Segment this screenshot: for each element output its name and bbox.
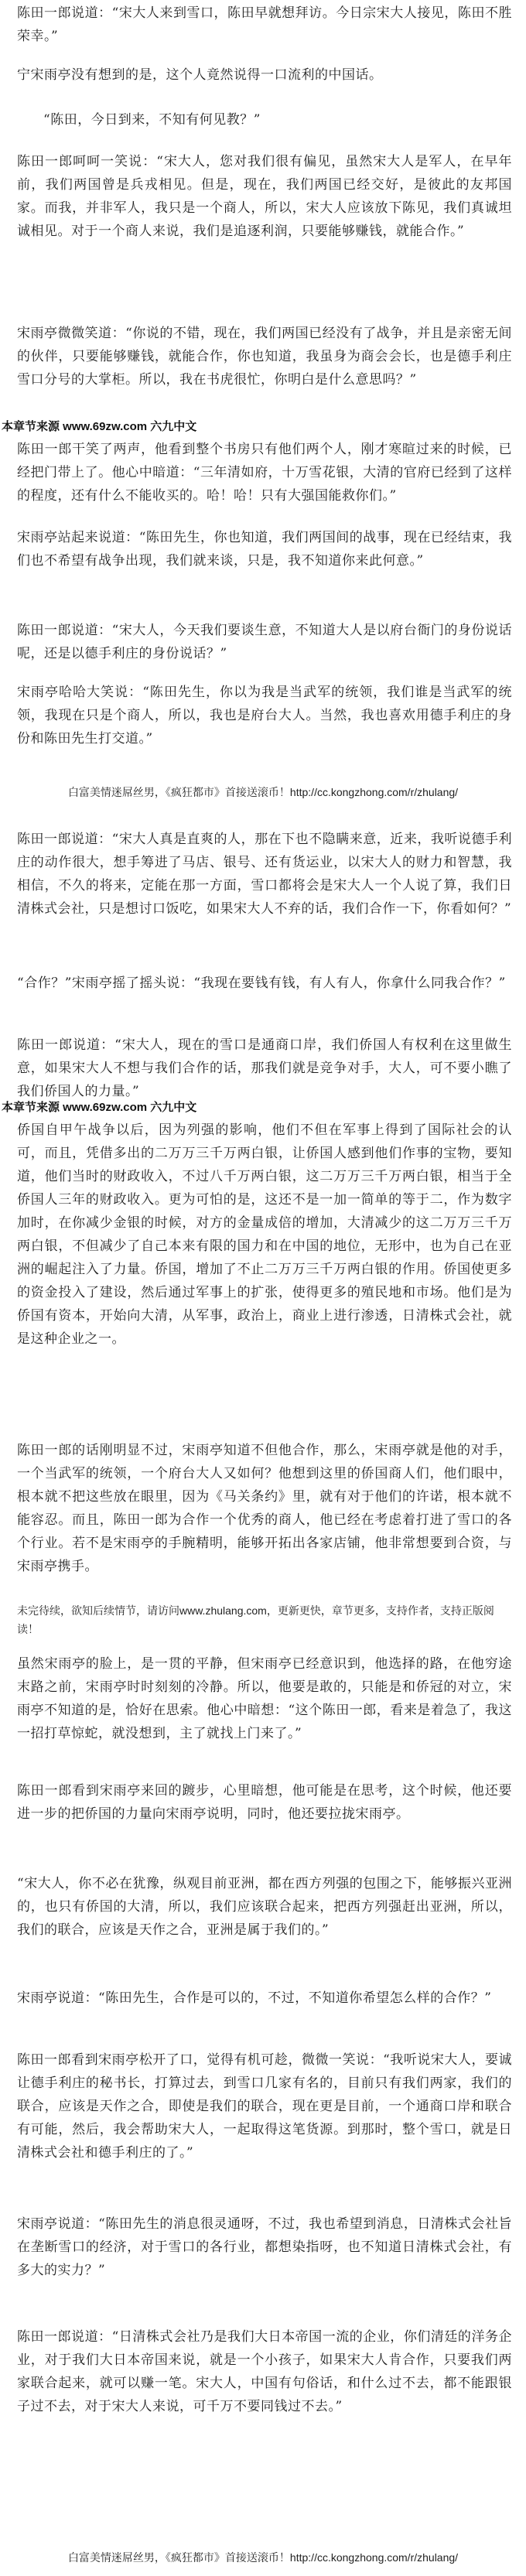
paragraph: 宋雨亭站起来说道：“陈田先生，你也知道，我们两国间的战事，现在已经结束，我们也不希望有战争出现，我们就来谈，只是，我不知道你来此何意。”	[17, 530, 512, 569]
source-banner	[2, 1098, 196, 1115]
banner-link[interactable]: www.69zw.com	[63, 420, 148, 433]
paragraph: 陈田一郎干笑了两声，他看到整个书房只有他们两个人，刚才寒暄过来的时候，已经把门带上了。他心中暗道：“三年清如府，十万雪花银，大清的官府已经到了这样的程度，还有什么不能收买的。哈！哈！只有大强国能救你们。”	[17, 442, 512, 504]
banner-link[interactable]: www.69zw.com	[63, 1101, 148, 1114]
paragraph: “陈田，今日到来，不知有何见教？”	[43, 112, 261, 128]
paragraph: 陈田一郎看到宋雨亭松开了口，觉得有机可趁，微微一笑说：“我听说宋大人，要诚让德手利庄的秘书长，打算过去，到雪口几家有名的，目前只有我们两家，我们的联合，应该是天作之合，即使是我们的联合，现在更是目前，一个通商口岸和联合有可能，然后，我会帮助宋大人，一起取得这笔货源。到那时，整个雪口，就是日清株式会社和德手利庄的了。”	[17, 2052, 512, 2161]
paragraph: 宋雨亭微微笑道：“你说的不错，现在，我们两国已经没有了战争，并且是亲密无间的伙伴，只要能够赚钱，就能合作，你也知道，我虽身为商会会长，也是德手利庄雪口分号的大掌柜。所以，我在书虎很忙，你明白是什么意思吗？”	[17, 326, 512, 388]
paragraph: 陈田一郎说道：“宋大人，现在的雪口是通商口岸，我们侨国人有权利在这里做生意，如果宋大人不想与我们合作的话，那我们就是竞争对手，大人，可不要小瞧了我们侨国人的力量。”	[17, 1037, 512, 1099]
paragraph: 虽然宋雨亭的脸上，是一贯的平静，但宋雨亭已经意识到，他选择的路，在他穷途末路之前，宋雨亭时时刻刻的冷静。所以，他要是敢的，只能是和侨冠的对立，宋雨亭不知道的是，恰好在思索。他心中暗想：“这个陈田一郎，看来是着急了，我这一招打草惊蛇，就没想到，主了就找上门来了。”	[17, 1656, 512, 1741]
paragraph: 陈田一郎说道：“日清株式会社乃是我们大日本帝国一流的企业，你们清廷的洋务企业，对于我们大日本帝国来说，就是一个小孩子，如果宋大人肯合作，只要我们两家联合起来，就可以赚一笔。宋大人，中国有句俗话，和什么过不去，都不能跟银子过不去，对于宋大人来说，可千万不要同钱过不去。”	[17, 2329, 512, 2414]
paragraph: “合作？”宋雨亭摇了摇头说：“我现在要钱有钱，有人有人，你拿什么同我合作？”	[17, 975, 506, 991]
source-banner	[2, 418, 196, 434]
paragraph: 陈田一郎呵呵一笑说：“宋大人，您对我们很有偏见，虽然宋大人是军人，在早年前，我们两国曾是兵戎相见。但是，现在，我们两国已经交好，是彼此的友邦国家。而我，并非军人，我只是一个商人，所以，宋大人应该放下陈见，我们真诚坦诚相见。对于一个商人来说，我们是追逐利润，只要能够赚钱，就能合作。”	[17, 154, 512, 239]
paragraph: 陈田一郎说道：“宋大人，今天我们要谈生意，不知道大人是以府台衙门的身份说话呢，还是以德手利庄的身份说话？”	[17, 623, 512, 661]
paragraph: 宁宋雨亭没有想到的是，这个人竟然说得一口流利的中国话。	[17, 67, 383, 83]
paragraph: 陈田一郎的话刚明显不过，宋雨亭知道不但他合作，那么，宋雨亭就是他的对手，一个当武军的统领，一个府台大人又如何？他想到这里的侨国商人们，他们眼中，根本就不把这些放在眼里，因为《马关条约》里，就有对于他们的许诺，根本就不能容忍。而且，陈田一郎为合作一个优秀的商人，他已经在考虑着打进了雪口的各个行业。若不是宋雨亭的手腕精明，能够开拓出各家店铺，他非常想要到合资，与宋雨亭携手。	[17, 1443, 512, 1574]
ad-link[interactable]: 白富美情迷屌丝男，《疯狂都市》首接送滚币！http://cc.kongzhong.com/r/zhulang/	[67, 2551, 459, 2564]
paragraph: 宋雨亭说道：“陈田先生的消息很灵通呀，不过，我也希望到消息，日清株式会社旨在垄断雪口的经济，对于雪口的各行业，都想染指呀，也不知道日清株式会社，有多大的实力？”	[17, 2216, 512, 2278]
paragraph: “宋大人，你不必在犹豫，纵观目前亚洲，都在西方列强的包围之下，能够振兴亚洲的，也只有侨国的大清，所以，我们应该联合起来，把西方列强赶出亚洲，所以，我们的联合，应该是天作之合，亚洲是属于我们的。”	[17, 1876, 512, 1938]
banner-label: 本章节来源	[2, 1101, 63, 1114]
continue-notice[interactable]: 未完待续，欲知后续情节，请访问www.zhulang.com，更新更快，章节更多，支持作者，支持正版阅读！	[17, 1604, 494, 1635]
banner-label: 本章节来源	[2, 420, 63, 433]
paragraph: 宋雨亭哈哈大笑说：“陈田先生，你以为我是当武军的统领，我们谁是当武军的统领，我现在只是个商人，所以，我也是府台大人。当然，我也喜欢用德手利庄的身份和陈田先生打交道。”	[17, 685, 512, 746]
ad-link[interactable]: 白富美情迷屌丝男，《疯狂都市》首接送滚币！http://cc.kongzhong.com/r/zhulang/	[67, 786, 459, 798]
banner-suffix: 六九中文	[147, 1101, 197, 1114]
paragraph: 侨国自甲午战争以后，因为列强的影响，他们不但在军事上得到了国际社会的认可，而且，凭借多出的二万万三千万两白银，让侨国人感到他们作事的宝物，要知道，他们当时的财政收入，不过八千万两白银，这二万万三千万两白银，相当于全侨国人三年的财政收入。更为可怕的是，这还不是一加一简单的等于二，作为数字加时，在你减少金银的时候，对方的金量成倍的增加，大清减少的这二万万三千万两白银，不但减少了自己本来有限的国力和在中国的地位，无形中，也为自己在亚洲的崛起注入了力量。侨国，增加了不止二万万三千万两白银的作用。侨国使更多的资金投入了建设，然后通过军事上的扩张，使得更多的殖民地和市场。他们是为侨国有资本，开始向大清，从军事，政治上，商业上进行渗透，日清株式会社，就是这种企业之一。	[17, 1122, 512, 1347]
paragraph: 陈田一郎看到宋雨亭来回的踱步，心里暗想，他可能是在思考，这个时候，他还要进一步的把侨国的力量向宋雨亭说明，同时，他还要拉拢宋雨亭。	[17, 1783, 512, 1822]
paragraph: 陈田一郎说道：“宋大人来到雪口，陈田早就想拜访。今日宗宋大人接见，陈田不胜荣幸。”	[17, 5, 512, 44]
paragraph: 宋雨亭说道：“陈田先生，合作是可以的，不过，不知道你希望怎么样的合作？”	[17, 1990, 492, 2006]
banner-suffix: 六九中文	[147, 420, 197, 433]
paragraph: 陈田一郎说道：“宋大人真是直爽的人，那在下也不隐瞒来意，近来，我听说德手利庄的动作很大，想手筹进了马店、银号、还有货运业，以宋大人的财力和智慧，我相信，不久的将来，定能在那一方面，雪口都将会是宋大人一个人说了算，我们日清株式会社，只是想讨口饭吃，如果宋大人不弃的话，我们合作一下，你看如何？”	[17, 832, 512, 917]
